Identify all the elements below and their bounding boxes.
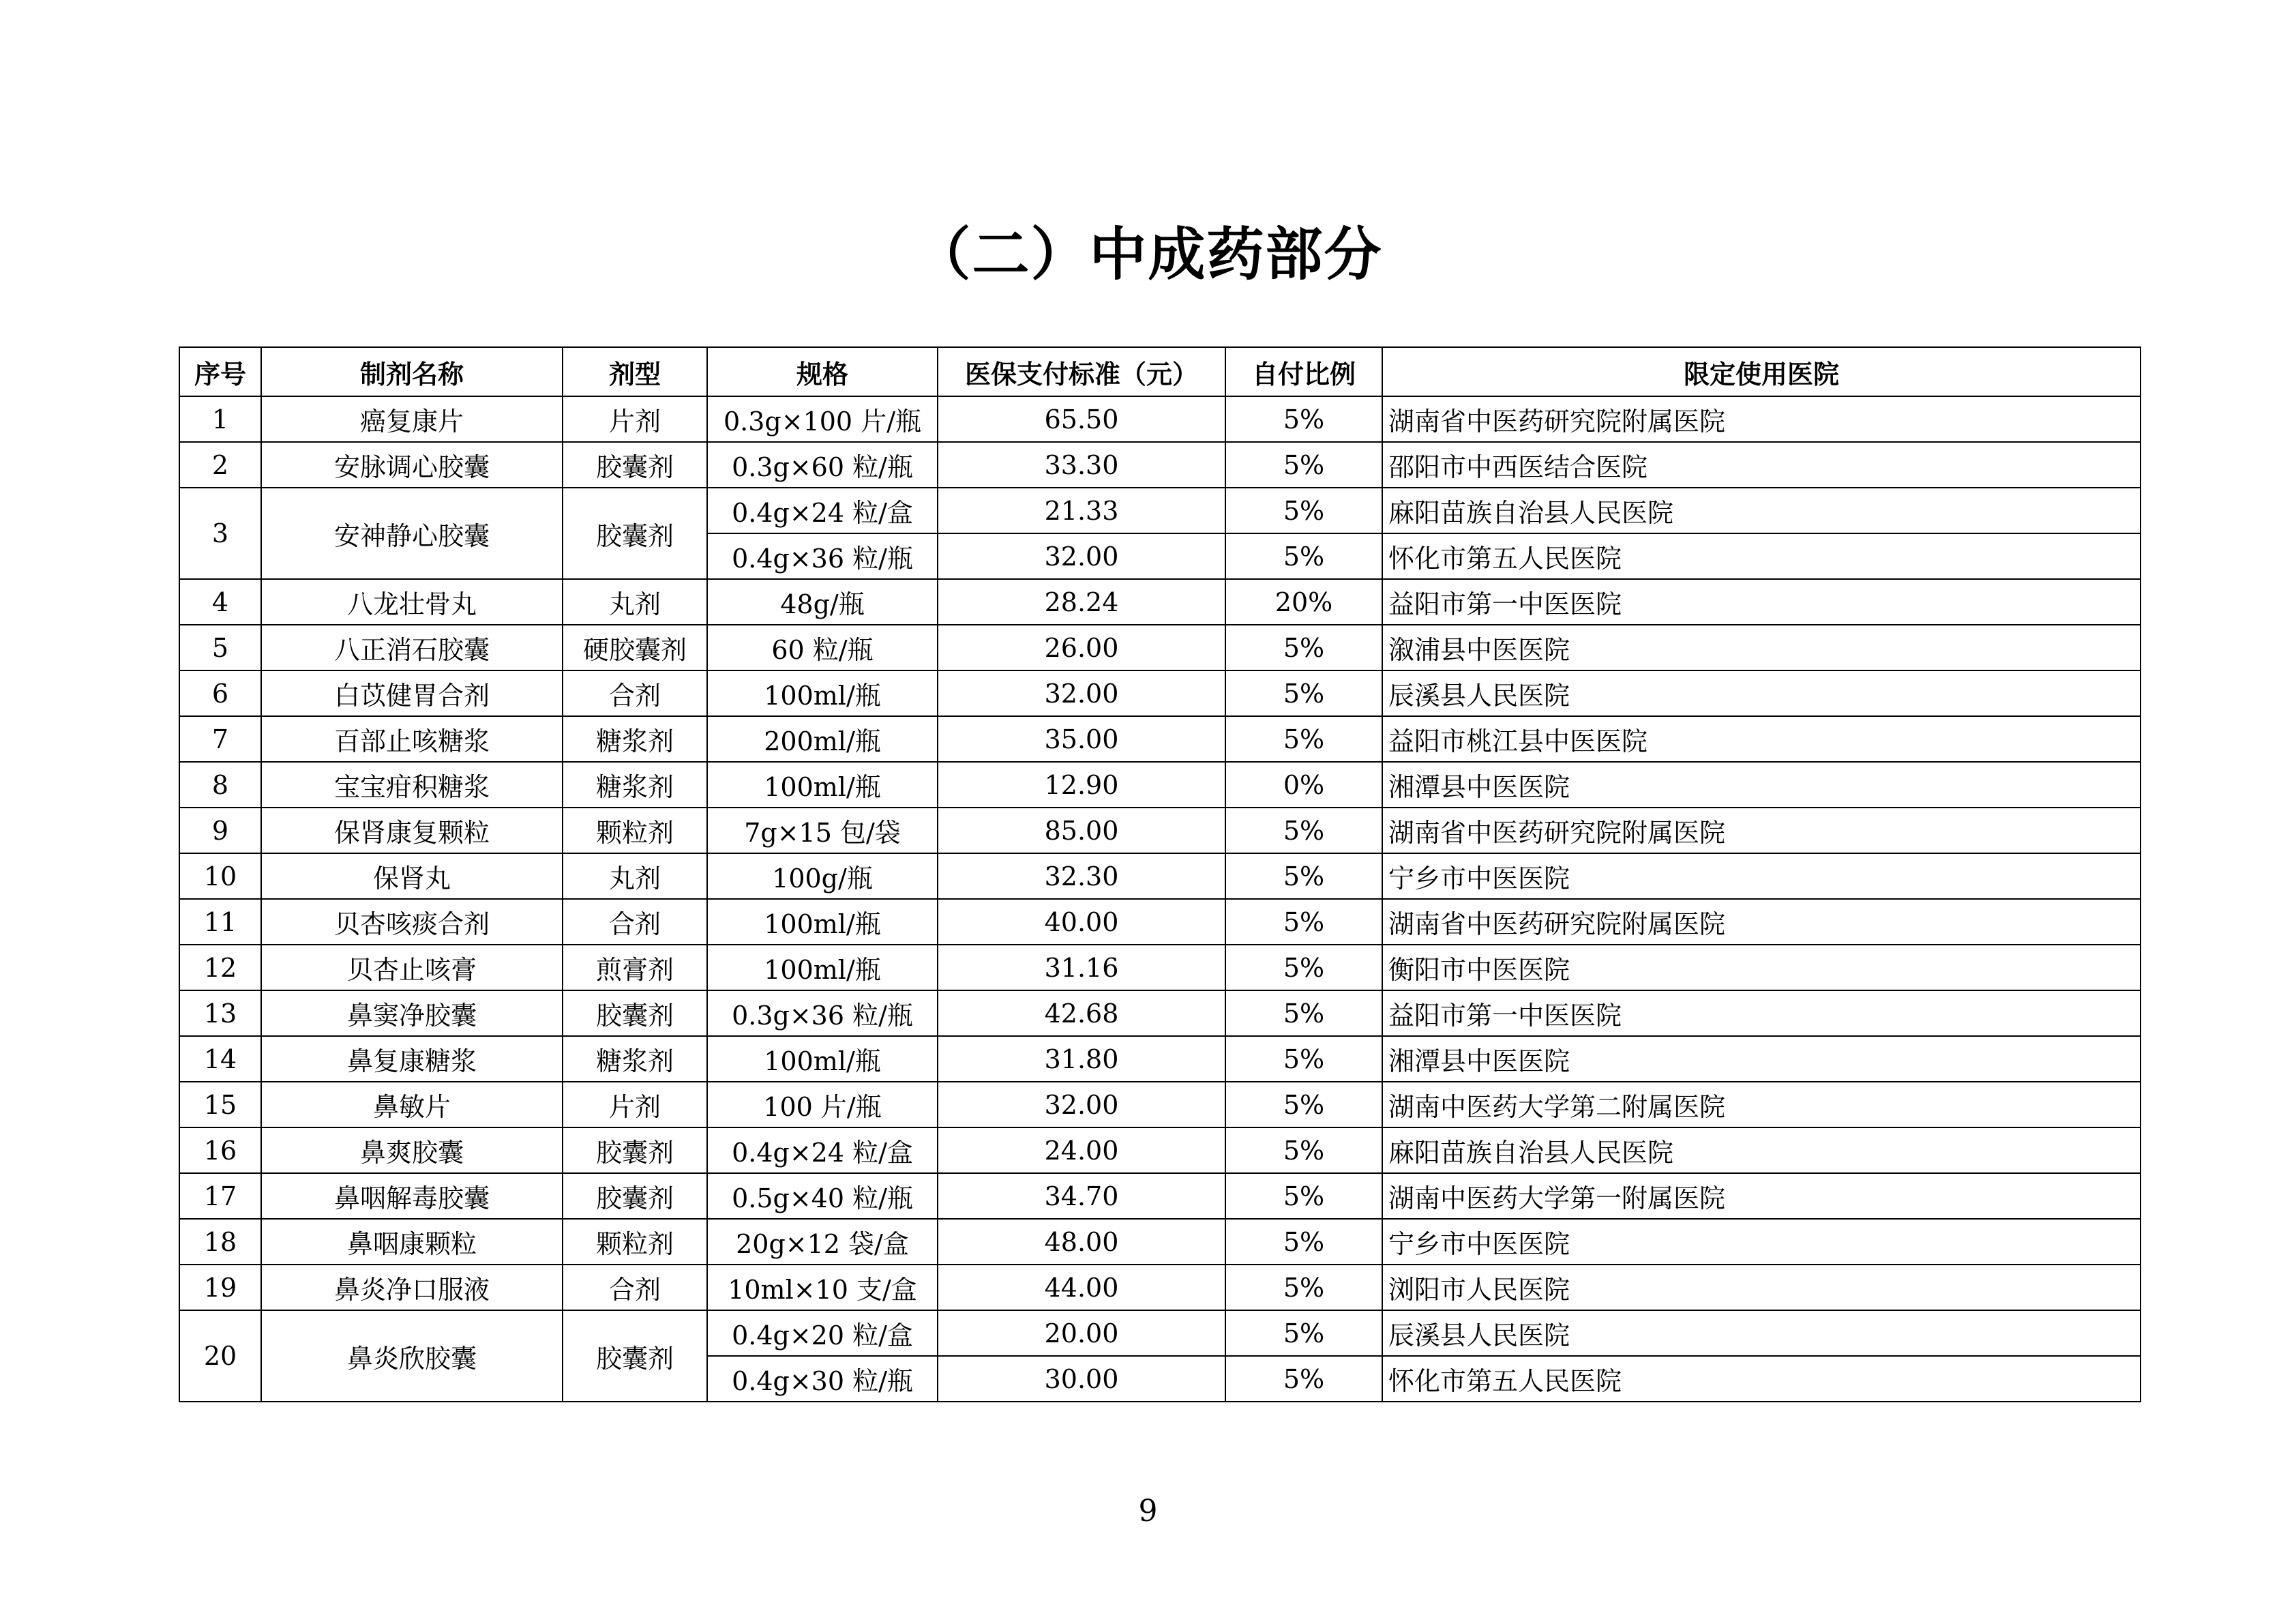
table-row	[179, 716, 2141, 762]
cell-spec: 0.3g×36 粒/瓶	[707, 990, 938, 1036]
cell-name: 鼻爽胶囊	[261, 1127, 563, 1173]
cell-hospital: 湖南省中医药研究院附属医院	[1382, 899, 2141, 945]
cell-hospital: 宁乡市中医医院	[1382, 1219, 2141, 1265]
table-row	[179, 1265, 2141, 1310]
cell-no: 5	[179, 625, 261, 670]
cell-form: 糖浆剂	[563, 762, 707, 808]
cell-price: 24.00	[938, 1127, 1225, 1173]
cell-ratio: 0%	[1225, 762, 1382, 808]
cell-no: 19	[179, 1265, 261, 1310]
cell-hospital: 邵阳市中西医结合医院	[1382, 442, 2141, 488]
header-form: 剂型	[563, 347, 707, 396]
cell-price: 26.00	[938, 625, 1225, 670]
table-row	[179, 396, 2141, 442]
cell-name: 百部止咳糖浆	[261, 716, 563, 762]
cell-price: 42.68	[938, 990, 1225, 1036]
cell-name: 保肾康复颗粒	[261, 808, 563, 853]
table-row	[179, 1310, 2141, 1356]
cell-hospital: 麻阳苗族自治县人民医院	[1382, 1127, 2141, 1173]
cell-form: 丸剂	[563, 853, 707, 899]
cell-price: 31.80	[938, 1036, 1225, 1082]
cell-price: 32.00	[938, 670, 1225, 716]
cell-form: 胶囊剂	[563, 990, 707, 1036]
cell-price: 65.50	[938, 396, 1225, 442]
cell-name: 贝杏咳痰合剂	[261, 899, 563, 945]
cell-hospital: 衡阳市中医医院	[1382, 945, 2141, 990]
cell-price: 21.33	[938, 488, 1225, 533]
medicine-table	[179, 346, 2141, 1402]
cell-hospital: 湖南中医药大学第一附属医院	[1382, 1173, 2141, 1219]
cell-spec: 100ml/瓶	[707, 1036, 938, 1082]
cell-ratio: 5%	[1225, 1356, 1382, 1402]
cell-ratio: 5%	[1225, 625, 1382, 670]
cell-ratio: 5%	[1225, 1265, 1382, 1310]
cell-name: 宝宝疳积糖浆	[261, 762, 563, 808]
cell-spec: 0.4g×20 粒/盒	[707, 1310, 938, 1356]
cell-spec: 0.4g×30 粒/瓶	[707, 1356, 938, 1402]
cell-name: 鼻咽解毒胶囊	[261, 1173, 563, 1219]
cell-ratio: 5%	[1225, 442, 1382, 488]
cell-hospital: 怀化市第五人民医院	[1382, 1356, 2141, 1402]
table-row	[179, 625, 2141, 670]
cell-hospital: 辰溪县人民医院	[1382, 670, 2141, 716]
cell-name: 癌复康片	[261, 396, 563, 442]
cell-hospital: 湘潭县中医医院	[1382, 762, 2141, 808]
cell-spec: 0.5g×40 粒/瓶	[707, 1173, 938, 1219]
table-row	[179, 579, 2141, 625]
header-no: 序号	[179, 347, 261, 396]
table-row	[179, 442, 2141, 488]
header-spec: 规格	[707, 347, 938, 396]
cell-ratio: 20%	[1225, 579, 1382, 625]
cell-price: 31.16	[938, 945, 1225, 990]
cell-hospital: 麻阳苗族自治县人民医院	[1382, 488, 2141, 533]
cell-spec: 0.4g×24 粒/盒	[707, 488, 938, 533]
cell-form: 胶囊剂	[563, 442, 707, 488]
cell-form: 合剂	[563, 1265, 707, 1310]
cell-ratio: 5%	[1225, 396, 1382, 442]
cell-price: 35.00	[938, 716, 1225, 762]
cell-price: 30.00	[938, 1356, 1225, 1402]
cell-name: 鼻复康糖浆	[261, 1036, 563, 1082]
cell-form: 合剂	[563, 899, 707, 945]
cell-spec: 60 粒/瓶	[707, 625, 938, 670]
cell-ratio: 5%	[1225, 1036, 1382, 1082]
table-row	[179, 1127, 2141, 1173]
cell-price: 33.30	[938, 442, 1225, 488]
table-row	[179, 1219, 2141, 1265]
cell-hospital: 浏阳市人民医院	[1382, 1265, 2141, 1310]
cell-price: 28.24	[938, 579, 1225, 625]
cell-spec: 0.3g×60 粒/瓶	[707, 442, 938, 488]
table-row	[179, 853, 2141, 899]
cell-hospital: 益阳市桃江县中医医院	[1382, 716, 2141, 762]
cell-form: 胶囊剂	[563, 1173, 707, 1219]
cell-ratio: 5%	[1225, 716, 1382, 762]
cell-price: 32.30	[938, 853, 1225, 899]
cell-hospital: 怀化市第五人民医院	[1382, 533, 2141, 579]
header-ratio: 自付比例	[1225, 347, 1382, 396]
cell-ratio: 5%	[1225, 1127, 1382, 1173]
cell-ratio: 5%	[1225, 853, 1382, 899]
cell-form: 硬胶囊剂	[563, 625, 707, 670]
cell-form: 片剂	[563, 396, 707, 442]
header-hospital: 限定使用医院	[1382, 347, 2141, 396]
table-row	[179, 808, 2141, 853]
cell-name: 鼻炎净口服液	[261, 1265, 563, 1310]
cell-no: 17	[179, 1173, 261, 1219]
cell-form: 颗粒剂	[563, 808, 707, 853]
table-row	[179, 899, 2141, 945]
cell-form: 颗粒剂	[563, 1219, 707, 1265]
cell-form: 合剂	[563, 670, 707, 716]
cell-price: 85.00	[938, 808, 1225, 853]
table-row	[179, 670, 2141, 716]
cell-no: 15	[179, 1082, 261, 1127]
cell-spec: 100ml/瓶	[707, 670, 938, 716]
cell-price: 12.90	[938, 762, 1225, 808]
cell-form: 胶囊剂	[563, 1127, 707, 1173]
cell-name: 安神静心胶囊	[261, 488, 563, 579]
cell-price: 48.00	[938, 1219, 1225, 1265]
cell-hospital: 溆浦县中医医院	[1382, 625, 2141, 670]
cell-form: 片剂	[563, 1082, 707, 1127]
cell-ratio: 5%	[1225, 945, 1382, 990]
cell-spec: 100g/瓶	[707, 853, 938, 899]
cell-hospital: 宁乡市中医医院	[1382, 853, 2141, 899]
cell-price: 40.00	[938, 899, 1225, 945]
cell-spec: 100ml/瓶	[707, 945, 938, 990]
cell-ratio: 5%	[1225, 1173, 1382, 1219]
cell-name: 鼻敏片	[261, 1082, 563, 1127]
table-row	[179, 762, 2141, 808]
cell-no: 13	[179, 990, 261, 1036]
cell-no: 8	[179, 762, 261, 808]
page-number: 9	[1138, 1494, 1158, 1529]
table-row	[179, 945, 2141, 990]
cell-no: 9	[179, 808, 261, 853]
cell-spec: 20g×12 袋/盒	[707, 1219, 938, 1265]
cell-price: 32.00	[938, 1082, 1225, 1127]
cell-no: 14	[179, 1036, 261, 1082]
cell-ratio: 5%	[1225, 670, 1382, 716]
cell-form: 胶囊剂	[563, 488, 707, 579]
header-price: 医保支付标准（元）	[938, 347, 1225, 396]
cell-name: 安脉调心胶囊	[261, 442, 563, 488]
cell-ratio: 5%	[1225, 1310, 1382, 1356]
cell-no: 12	[179, 945, 261, 990]
cell-hospital: 益阳市第一中医医院	[1382, 579, 2141, 625]
cell-form: 胶囊剂	[563, 1310, 707, 1402]
cell-name: 八龙壮骨丸	[261, 579, 563, 625]
header-name: 制剂名称	[261, 347, 563, 396]
cell-no: 20	[179, 1310, 261, 1402]
cell-no: 16	[179, 1127, 261, 1173]
cell-spec: 100ml/瓶	[707, 899, 938, 945]
cell-ratio: 5%	[1225, 1082, 1382, 1127]
cell-no: 2	[179, 442, 261, 488]
cell-form: 丸剂	[563, 579, 707, 625]
cell-name: 鼻咽康颗粒	[261, 1219, 563, 1265]
cell-spec: 48g/瓶	[707, 579, 938, 625]
cell-name: 鼻炎欣胶囊	[261, 1310, 563, 1402]
cell-hospital: 湖南省中医药研究院附属医院	[1382, 808, 2141, 853]
cell-no: 4	[179, 579, 261, 625]
cell-ratio: 5%	[1225, 899, 1382, 945]
cell-price: 20.00	[938, 1310, 1225, 1356]
cell-name: 八正消石胶囊	[261, 625, 563, 670]
cell-hospital: 益阳市第一中医医院	[1382, 990, 2141, 1036]
cell-form: 糖浆剂	[563, 716, 707, 762]
cell-price: 32.00	[938, 533, 1225, 579]
cell-no: 6	[179, 670, 261, 716]
cell-no: 18	[179, 1219, 261, 1265]
cell-hospital: 辰溪县人民医院	[1382, 1310, 2141, 1356]
table-body	[179, 396, 2141, 1402]
cell-no: 3	[179, 488, 261, 579]
cell-name: 鼻窦净胶囊	[261, 990, 563, 1036]
cell-form: 煎膏剂	[563, 945, 707, 990]
table-row	[179, 990, 2141, 1036]
cell-form: 糖浆剂	[563, 1036, 707, 1082]
cell-ratio: 5%	[1225, 533, 1382, 579]
table-row	[179, 1082, 2141, 1127]
cell-price: 34.70	[938, 1173, 1225, 1219]
cell-ratio: 5%	[1225, 808, 1382, 853]
page-title: （二）中成药部分	[913, 221, 1383, 288]
table-row	[179, 1036, 2141, 1082]
cell-ratio: 5%	[1225, 990, 1382, 1036]
cell-price: 44.00	[938, 1265, 1225, 1310]
cell-spec: 10ml×10 支/盒	[707, 1265, 938, 1310]
table-row	[179, 488, 2141, 533]
cell-no: 7	[179, 716, 261, 762]
cell-ratio: 5%	[1225, 488, 1382, 533]
cell-no: 10	[179, 853, 261, 899]
table-row	[179, 1173, 2141, 1219]
cell-spec: 100ml/瓶	[707, 762, 938, 808]
cell-spec: 0.4g×36 粒/瓶	[707, 533, 938, 579]
cell-hospital: 湖南中医药大学第二附属医院	[1382, 1082, 2141, 1127]
cell-name: 贝杏止咳膏	[261, 945, 563, 990]
cell-spec: 0.3g×100 片/瓶	[707, 396, 938, 442]
table-header-row	[179, 347, 2141, 396]
cell-spec: 0.4g×24 粒/盒	[707, 1127, 938, 1173]
cell-spec: 100 片/瓶	[707, 1082, 938, 1127]
cell-spec: 200ml/瓶	[707, 716, 938, 762]
cell-hospital: 湖南省中医药研究院附属医院	[1382, 396, 2141, 442]
cell-spec: 7g×15 包/袋	[707, 808, 938, 853]
cell-name: 白苡健胃合剂	[261, 670, 563, 716]
cell-no: 1	[179, 396, 261, 442]
cell-ratio: 5%	[1225, 1219, 1382, 1265]
cell-name: 保肾丸	[261, 853, 563, 899]
cell-hospital: 湘潭县中医医院	[1382, 1036, 2141, 1082]
cell-no: 11	[179, 899, 261, 945]
